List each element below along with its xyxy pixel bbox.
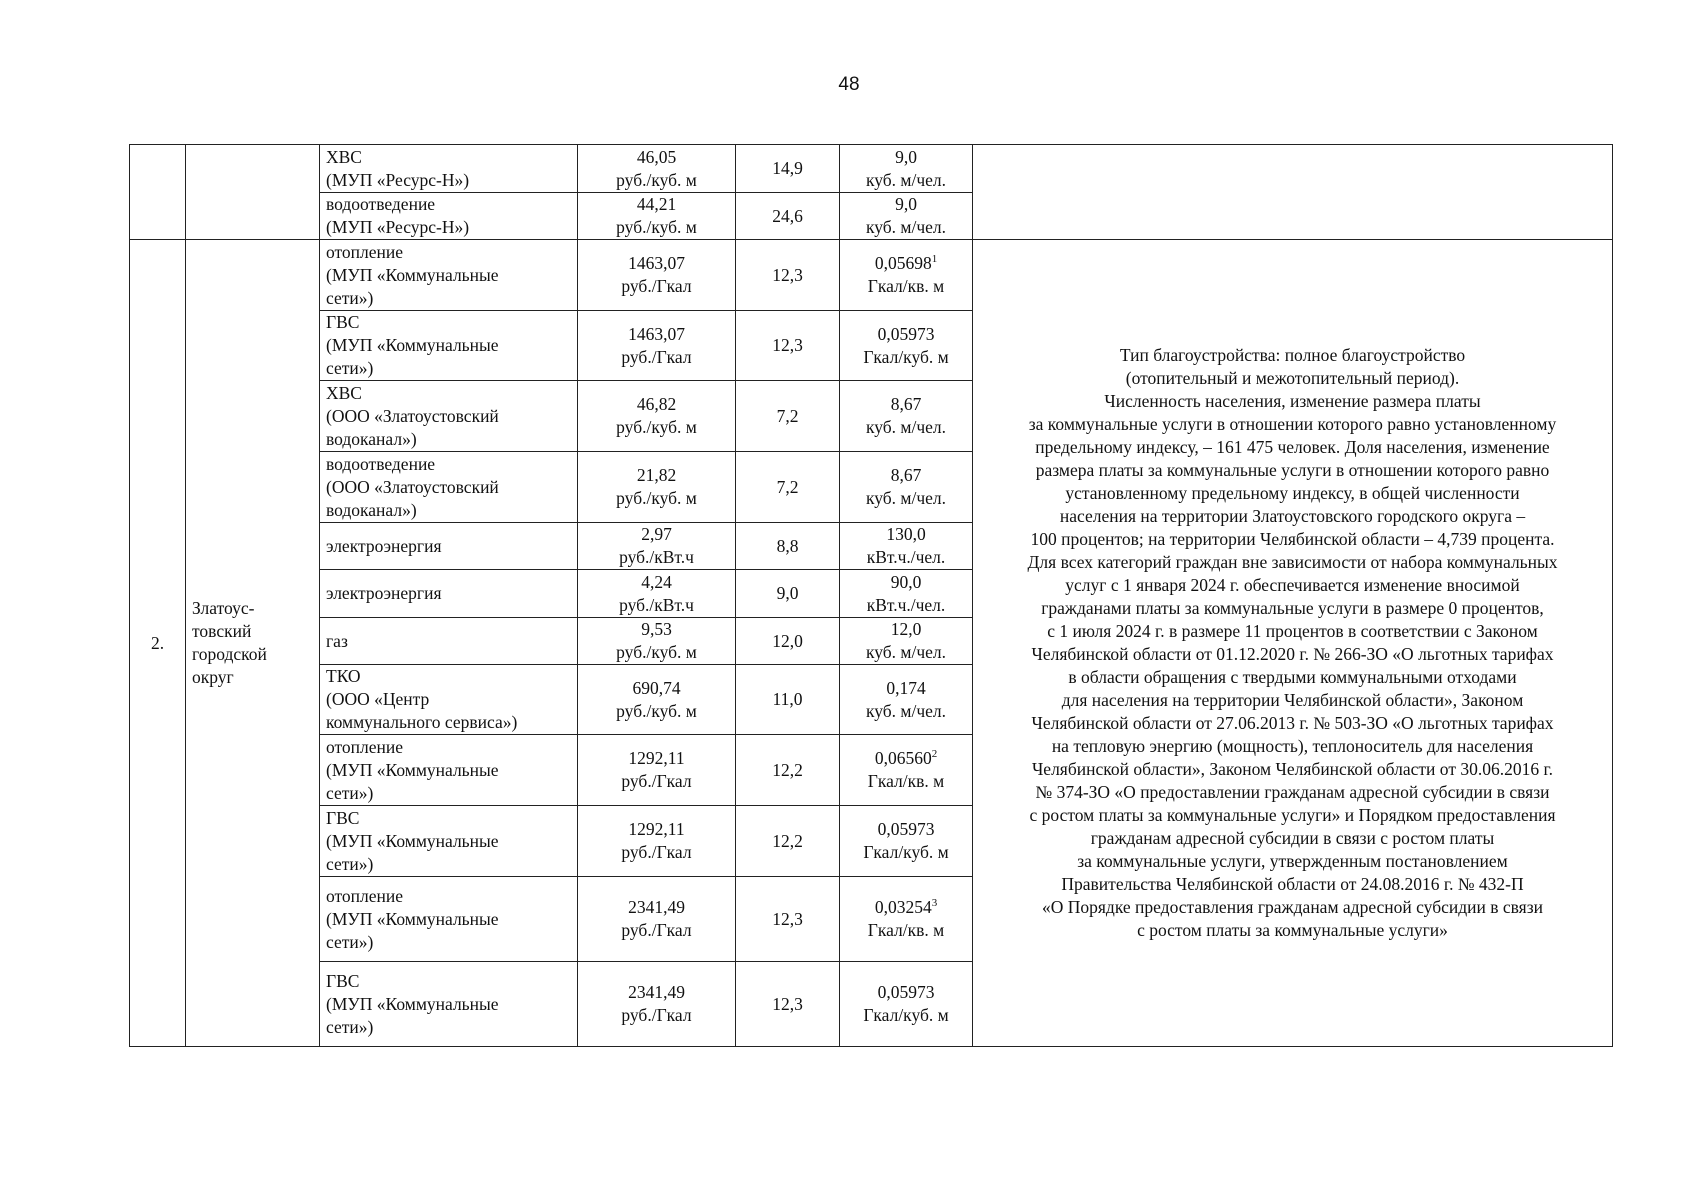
change-percent-cell: 12,2 bbox=[736, 806, 840, 877]
norm-value bbox=[846, 896, 966, 919]
tariff-line: 1292,11 bbox=[628, 748, 685, 768]
norm-cell bbox=[840, 806, 973, 877]
service-cell bbox=[320, 665, 578, 735]
norm-unit: куб. м/чел. bbox=[865, 700, 947, 721]
note-line: за коммунальные услуги в отношении которого равно установленному bbox=[1028, 414, 1557, 434]
tariff-line: 44,21 bbox=[636, 194, 677, 214]
norm-value bbox=[846, 747, 966, 770]
tariff-line: 4,24 bbox=[641, 571, 672, 592]
norm-value bbox=[846, 571, 966, 594]
service-line: сети») bbox=[326, 358, 374, 378]
note-line: Численность населения, изменение размера платы bbox=[1104, 391, 1481, 411]
change-percent-cell: 12,3 bbox=[736, 877, 840, 962]
tariff-line: руб./Гкал bbox=[621, 346, 692, 367]
norm-value bbox=[846, 464, 966, 487]
note-line: за коммунальные услуги, утвержденным постановлением bbox=[1077, 851, 1508, 871]
tariff-cell bbox=[578, 962, 736, 1047]
norm-unit: Гкал/куб. м bbox=[863, 1005, 949, 1025]
norm-number: 0,05973 bbox=[877, 982, 935, 1002]
change-percent-cell: 12,2 bbox=[736, 735, 840, 806]
footnote-mark: 1 bbox=[931, 253, 938, 266]
note-line: (отопительный и межотопительный период). bbox=[1125, 368, 1460, 388]
norm-number: 9,0 bbox=[895, 194, 917, 214]
note-line: установленному предельному индексу, в общей численности bbox=[1065, 483, 1520, 503]
tariff-line: руб./кВт.ч bbox=[619, 547, 694, 567]
tariff-line: 46,82 bbox=[636, 394, 677, 414]
tariff-line: 690,74 bbox=[632, 677, 681, 698]
change-percent-cell: 7,2 bbox=[736, 452, 840, 523]
service-line: ГВС bbox=[326, 312, 360, 332]
tariff-line: руб./Гкал bbox=[621, 276, 692, 296]
tariff-cell bbox=[578, 735, 736, 806]
change-percent-cell: 11,0 bbox=[736, 665, 840, 735]
norm-value bbox=[846, 146, 966, 169]
tariff-line: руб./куб. м bbox=[616, 642, 697, 662]
tariff-line: 2341,49 bbox=[628, 897, 685, 917]
norm-cell bbox=[840, 570, 973, 618]
norm-value bbox=[846, 677, 966, 700]
service-line: отопление bbox=[326, 241, 404, 262]
note-line: в области обращения с твердыми коммунальными отходами bbox=[1068, 667, 1517, 687]
service-line: коммунального сервиса») bbox=[326, 712, 518, 732]
tariff-cell bbox=[578, 311, 736, 381]
service-line: ГВС bbox=[326, 970, 360, 991]
norm-number: 130,0 bbox=[886, 524, 926, 544]
service-cell bbox=[320, 570, 578, 618]
service-line: (ООО «Центр bbox=[326, 689, 430, 709]
service-line: водоканал») bbox=[326, 499, 417, 520]
norm-unit: Гкал/куб. м bbox=[863, 842, 949, 862]
tariff-cell bbox=[578, 665, 736, 735]
tariff-line: 1463,07 bbox=[628, 253, 685, 273]
norm-number: 12,0 bbox=[890, 619, 922, 639]
municipality-name-line: округ bbox=[192, 667, 234, 687]
change-percent-cell: 9,0 bbox=[736, 570, 840, 618]
note-line: для населения на территории Челябинской области», Законом bbox=[1061, 690, 1524, 710]
tariff-line: руб./Гкал bbox=[621, 771, 692, 791]
service-line: электроэнергия bbox=[326, 535, 442, 556]
tariff-cell bbox=[578, 452, 736, 523]
service-cell bbox=[320, 311, 578, 381]
service-line: ХВС bbox=[326, 382, 362, 403]
service-cell bbox=[320, 452, 578, 523]
tariff-cell bbox=[578, 193, 736, 240]
norm-cell bbox=[840, 193, 973, 240]
tariff-cell bbox=[578, 145, 736, 193]
norm-number: 0,174 bbox=[886, 677, 926, 698]
service-line: водоотведение bbox=[326, 453, 436, 474]
service-line: сети») bbox=[326, 1016, 374, 1037]
norm-unit: куб. м/чел. bbox=[865, 217, 947, 237]
service-line: отопление bbox=[326, 736, 404, 757]
norm-number: 8,67 bbox=[890, 394, 922, 414]
norm-value bbox=[846, 393, 966, 416]
service-line: (МУП «Коммунальные bbox=[326, 335, 499, 355]
service-line: (МУП «Коммунальные bbox=[326, 264, 499, 285]
norm-unit: куб. м/чел. bbox=[865, 417, 947, 437]
norm-unit: Гкал/кв. м bbox=[867, 276, 945, 296]
note-line: с 1 июля 2024 г. в размере 11 процентов в соответствии с Законом bbox=[1047, 621, 1538, 641]
note-line: с ростом платы за коммунальные услуги» и Порядком предоставления bbox=[1029, 805, 1556, 825]
note-line: 100 процентов; на территории Челябинской области – 4,739 процента. bbox=[1030, 529, 1555, 549]
note-text bbox=[973, 240, 1613, 1047]
service-line: (МУП «Коммунальные bbox=[326, 908, 499, 929]
note-line: предельному индексу, – 161 475 человек. Доля населения, изменение bbox=[1035, 437, 1550, 457]
norm-value bbox=[846, 818, 966, 841]
service-line: (МУП «Коммунальные bbox=[326, 993, 499, 1014]
note-line: населения на территории Златоустовского городского округа – bbox=[1059, 506, 1526, 526]
norm-cell bbox=[840, 523, 973, 570]
service-cell bbox=[320, 962, 578, 1047]
norm-unit: Гкал/куб. м bbox=[863, 346, 949, 367]
service-line: водоканал») bbox=[326, 428, 417, 449]
norm-cell bbox=[840, 618, 973, 665]
service-cell bbox=[320, 735, 578, 806]
norm-number: 0,03254 bbox=[874, 897, 932, 917]
note-line: Тип благоустройства: полное благоустройство bbox=[1119, 345, 1466, 365]
change-percent-cell: 14,9 bbox=[736, 145, 840, 193]
page-number: 48 bbox=[838, 74, 860, 95]
service-line: (МУП «Ресурс-Н») bbox=[326, 169, 470, 190]
service-cell bbox=[320, 240, 578, 311]
number-cell bbox=[130, 145, 186, 240]
norm-unit: куб. м/чел. bbox=[865, 642, 947, 662]
note-line: Челябинской области от 27.06.2013 г. № 503-ЗО «О льготных тарифах bbox=[1031, 713, 1554, 733]
norm-number: 0,05973 bbox=[877, 819, 935, 839]
norm-cell bbox=[840, 665, 973, 735]
norm-cell bbox=[840, 877, 973, 962]
municipality-cell bbox=[186, 145, 320, 240]
tariff-line: 2,97 bbox=[641, 524, 672, 544]
service-line: (МУП «Коммунальные bbox=[326, 830, 499, 851]
municipality-name-line: городской bbox=[192, 644, 267, 664]
note-line: гражданами платы за коммунальные услуги в размере 0 процентов, bbox=[1041, 598, 1544, 618]
tariff-line: руб./Гкал bbox=[621, 842, 692, 862]
service-line: газ bbox=[326, 630, 348, 651]
tariff-line: руб./Гкал bbox=[621, 1005, 692, 1025]
norm-number: 0,06560 bbox=[874, 748, 932, 768]
change-percent-cell: 12,3 bbox=[736, 240, 840, 311]
note-line: № 374-ЗО «О предоставлении гражданам адресной субсидии в связи bbox=[1035, 782, 1550, 802]
norm-value bbox=[846, 618, 966, 641]
service-line: (МУП «Ресурс-Н») bbox=[326, 217, 470, 237]
tariff-line: 21,82 bbox=[636, 465, 677, 485]
municipality-name-line: Златоус- bbox=[192, 598, 255, 618]
norm-number: 9,0 bbox=[895, 146, 917, 167]
change-percent-cell: 8,8 bbox=[736, 523, 840, 570]
tariff-table bbox=[129, 144, 1613, 1047]
tariff-cell bbox=[578, 381, 736, 452]
tariff-line: 2341,49 bbox=[628, 982, 685, 1002]
service-cell bbox=[320, 877, 578, 962]
norm-value bbox=[846, 523, 966, 546]
service-line: ГВС bbox=[326, 807, 360, 828]
municipality-name-line: товский bbox=[192, 621, 252, 641]
service-cell bbox=[320, 806, 578, 877]
change-percent-cell: 12,3 bbox=[736, 962, 840, 1047]
tariff-line: 9,53 bbox=[641, 619, 672, 639]
service-line: электроэнергия bbox=[326, 583, 442, 603]
tariff-cell bbox=[578, 570, 736, 618]
service-line: ХВС bbox=[326, 146, 362, 167]
norm-number: 0,05973 bbox=[877, 323, 935, 344]
norm-cell bbox=[840, 240, 973, 311]
service-line: сети») bbox=[326, 287, 374, 308]
norm-cell bbox=[840, 962, 973, 1047]
note-line: на тепловую энергию (мощность), теплоноситель для населения bbox=[1051, 736, 1534, 756]
note-line: с ростом платы за коммунальные услуги» bbox=[1137, 920, 1448, 940]
tariff-cell bbox=[578, 806, 736, 877]
tariff-line: руб./куб. м bbox=[616, 217, 697, 237]
note-line: гражданам адресной субсидии в связи с ростом платы bbox=[1090, 828, 1495, 848]
norm-value bbox=[846, 323, 966, 346]
norm-unit: куб. м/чел. bbox=[865, 169, 947, 190]
tariff-cell bbox=[578, 618, 736, 665]
norm-cell bbox=[840, 311, 973, 381]
norm-value bbox=[846, 193, 966, 216]
service-line: (ООО «Златоустовский bbox=[326, 405, 499, 426]
norm-number: 0,05698 bbox=[874, 253, 932, 273]
service-line: отопление bbox=[326, 885, 404, 906]
municipality-name bbox=[186, 240, 320, 1047]
service-cell bbox=[320, 145, 578, 193]
service-line: (МУП «Коммунальные bbox=[326, 759, 499, 780]
tariff-line: руб./Гкал bbox=[621, 920, 692, 940]
note-cell bbox=[973, 145, 1613, 240]
norm-unit: кВт.ч./чел. bbox=[866, 594, 946, 615]
norm-unit: куб. м/чел. bbox=[865, 488, 947, 508]
norm-number: 90,0 bbox=[890, 571, 922, 592]
tariff-line: 46,05 bbox=[636, 146, 677, 167]
norm-unit: Гкал/кв. м bbox=[867, 920, 945, 940]
note-line: Челябинской области», Законом Челябинской области от 30.06.2016 г. bbox=[1031, 759, 1554, 779]
norm-value bbox=[846, 252, 966, 275]
note-line: Для всех категорий граждан вне зависимости от набора коммунальных bbox=[1027, 552, 1558, 572]
service-line: ТКО bbox=[326, 666, 361, 686]
note-line: «О Порядке предоставления гражданам адресной субсидии в связи bbox=[1041, 897, 1544, 917]
service-cell bbox=[320, 381, 578, 452]
service-cell bbox=[320, 523, 578, 570]
change-percent-cell: 24,6 bbox=[736, 193, 840, 240]
change-percent-cell: 12,0 bbox=[736, 618, 840, 665]
norm-cell bbox=[840, 735, 973, 806]
footnote-mark: 2 bbox=[931, 748, 938, 761]
note-line: Правительства Челябинской области от 24.08.2016 г. № 432-П bbox=[1061, 874, 1524, 894]
tariff-cell bbox=[578, 523, 736, 570]
tariff-line: 1463,07 bbox=[628, 323, 685, 344]
norm-cell bbox=[840, 145, 973, 193]
service-cell bbox=[320, 193, 578, 240]
tariff-cell bbox=[578, 877, 736, 962]
service-line: сети») bbox=[326, 931, 374, 952]
note-line: услуг с 1 января 2024 г. обеспечивается изменение вносимой bbox=[1065, 575, 1520, 595]
row-number: 2. bbox=[130, 240, 186, 1047]
tariff-line: руб./куб. м bbox=[616, 700, 697, 721]
table-row bbox=[130, 240, 1613, 311]
service-line: сети») bbox=[326, 782, 374, 803]
norm-cell bbox=[840, 381, 973, 452]
tariff-line: руб./куб. м bbox=[616, 417, 697, 437]
service-line: сети») bbox=[326, 853, 374, 874]
table-row bbox=[130, 145, 1613, 193]
norm-unit: Гкал/кв. м bbox=[867, 771, 945, 791]
note-line: размера платы за коммунальные услуги в отношении которого равно bbox=[1035, 460, 1550, 480]
tariff-line: руб./куб. м bbox=[616, 488, 697, 508]
change-percent-cell: 7,2 bbox=[736, 381, 840, 452]
tariff-line: руб./кВт.ч bbox=[619, 594, 694, 615]
tariff-line: 1292,11 bbox=[628, 819, 685, 839]
norm-value bbox=[846, 981, 966, 1004]
norm-cell bbox=[840, 452, 973, 523]
norm-unit: кВт.ч./чел. bbox=[866, 547, 946, 567]
norm-number: 8,67 bbox=[890, 465, 922, 485]
tariff-cell bbox=[578, 240, 736, 311]
note-line: Челябинской области от 01.12.2020 г. № 266-ЗО «О льготных тарифах bbox=[1031, 644, 1554, 664]
footnote-mark: 3 bbox=[931, 897, 938, 910]
service-cell bbox=[320, 618, 578, 665]
tariff-line: руб./куб. м bbox=[616, 169, 697, 190]
service-line: водоотведение bbox=[326, 194, 436, 214]
change-percent-cell: 12,3 bbox=[736, 311, 840, 381]
service-line: (ООО «Златоустовский bbox=[326, 476, 499, 497]
